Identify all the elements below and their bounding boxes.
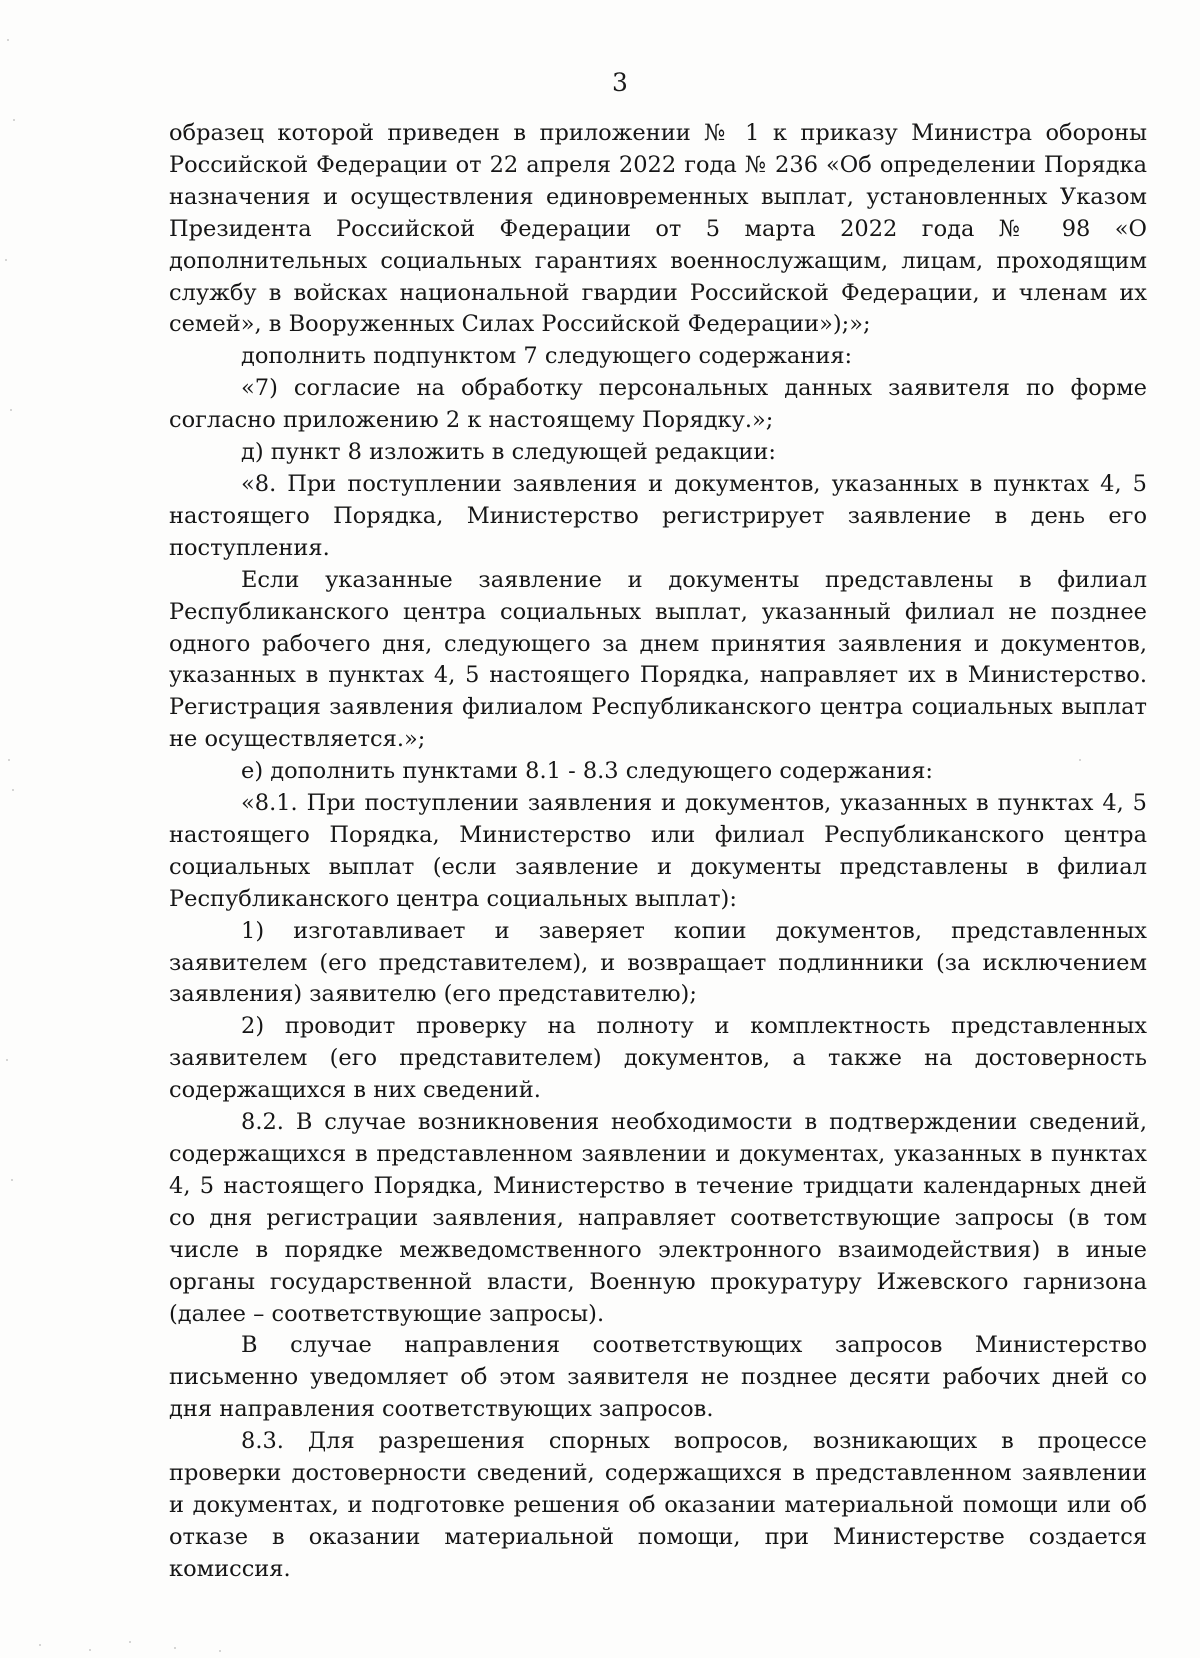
paragraph-point-8-1-sub-1: 1) изготавливает и заверяет копии документов, представленных заявителем (его представителем), и возвращает подлинники (за исключением заявления) заявителю (его представителю); — [169, 917, 1147, 1008]
paragraph-point-8-2: 8.2. В случае возникновения необходимости в подтверждении сведений, содержащихся в представленном заявлении и документах, указанных в пунктах 4, 5 настоящего Порядка, Министерство в течение тридцати календарных дней со дня регистрации заявления, направляет соответствующие запросы (в том числе в порядке межведомственного электронного взаимодействия) в иные органы государственной власти, Военную прокуратуру Ижевского гарнизона (далее – соответствующие запросы). — [169, 1109, 1147, 1327]
paragraph-point-8: «8. При поступлении заявления и документов, указанных в пунктах 4, 5 настоящего Порядка, Министерство регистрирует заявление в день его поступления. — [169, 470, 1147, 561]
page-number: 3 — [612, 68, 628, 97]
paragraph-point-8-2-notice: В случае направления соответствующих запросов Министерство письменно уведомляет об этом заявителя не позднее десяти рабочих дней со дня направления соответствующих запросов. — [169, 1332, 1147, 1423]
paragraph-item-e: е) дополнить пунктами 8.1 - 8.3 следующего содержания: — [241, 758, 933, 785]
paragraph-add-subpoint-7: дополнить подпунктом 7 следующего содержания: — [241, 343, 853, 370]
paragraph-point-8-branch: Если указанные заявление и документы представлены в филиал Республиканского центра социальных выплат, указанный филиал не позднее одного рабочего дня, следующего за днем принятия заявления и документов, указанных в пунктах 4, 5 настоящего Порядка, направляет их в Министерство. Регистрация заявления филиалом Республиканского центра социальных выплат не осуществляется.»; — [169, 566, 1147, 753]
paragraph-point-8-1: «8.1. При поступлении заявления и документов, указанных в пунктах 4, 5 настоящего Порядка, Министерство или филиал Республиканского центра социальных выплат (если заявление и документы представлены в филиал Республиканского центра социальных выплат): — [169, 790, 1147, 912]
paragraph-item-d: д) пункт 8 изложить в следующей редакции: — [241, 439, 776, 466]
paragraph-continuation: образец которой приведен в приложении № 1 к приказу Министра обороны Российской Федерации от 22 апреля 2022 года № 236 «Об определении Порядка назначения и осуществления единовременных выплат, установленных Указом Президента Российской Федерации от 5 марта 2022 года № 98 «О дополнительных социальных гарантиях военнослужащим, лицам, проходящим службу в войсках национальной гвардии Российской Федерации, и членам их семей», в Вооруженных Силах Российской Федерации»);»; — [169, 120, 1147, 338]
paragraph-point-8-1-sub-2: 2) проводит проверку на полноту и комплектность представленных заявителем (его представителем) документов, а также на достоверность содержащихся в них сведений. — [169, 1013, 1147, 1104]
document-body — [169, 118, 1147, 1586]
paragraph-point-8-3: 8.3. Для разрешения спорных вопросов, возникающих в процессе проверки достоверности сведений, содержащихся в представленном заявлении и документах, и подготовке решения об оказании материальной помощи или об отказе в оказании материальной помощи, при Министерстве создается комиссия. — [169, 1428, 1147, 1582]
paragraph-subpoint-7-text: «7) согласие на обработку персональных данных заявителя по форме согласно приложению 2 к настоящему Порядку.»; — [169, 375, 1147, 434]
